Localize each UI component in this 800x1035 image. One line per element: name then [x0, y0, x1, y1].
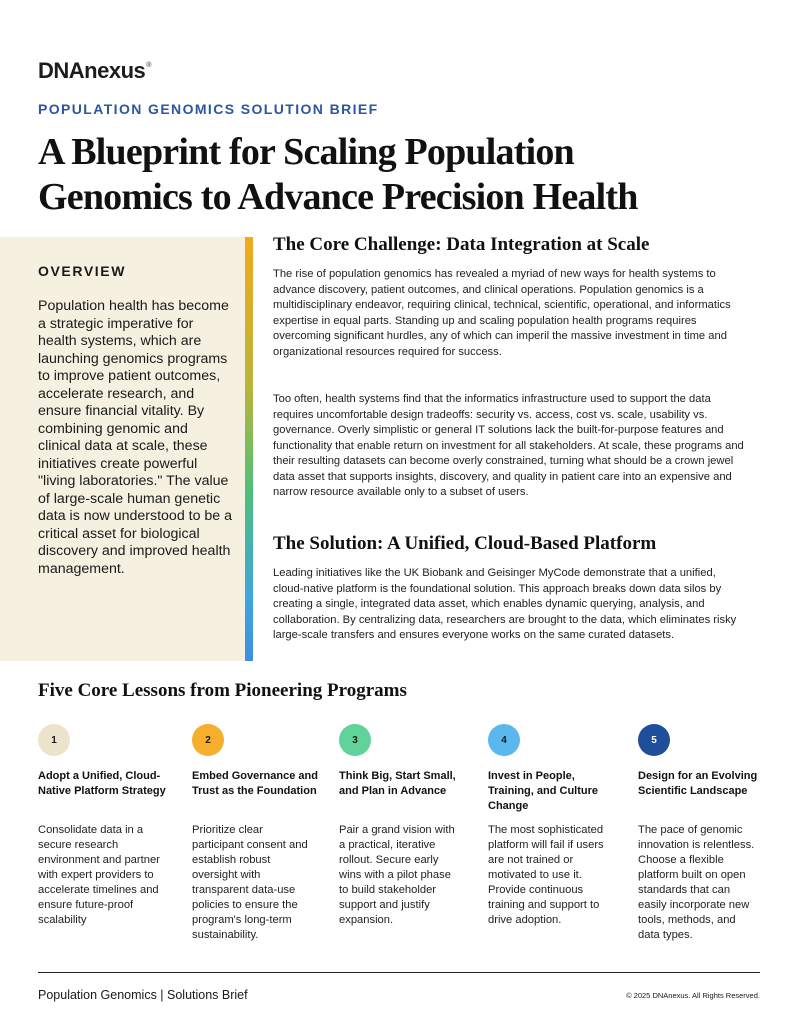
footer-doc-label: Population Genomics | Solutions Brief: [38, 988, 248, 1002]
challenge-paragraph-2: Too often, health systems find that the informatics infrastructure used to support the data requires uncomfortable design tradeoffs: security vs. access, cost vs. scale, usability vs. governance. Overly simplistic or general IT solutions lack the built-for-purpose features and functionality that enable return on investment for all stakeholders. At scale, these programs and their resulting datasets can become overly constrained, turning what should be a crown jewel data asset that supports insights, discovery, and quality in patient care into an expensive and narrow resource available only to a subset of users.: [273, 393, 744, 498]
lesson-body: The pace of genomic innovation is relentless. Choose a flexible platform built on open standards that can easily incorporate new tools, methods, and data types.: [638, 824, 755, 941]
solution-paragraph: Leading initiatives like the UK Biobank and Geisinger MyCode demonstrate that a unified, cloud-native platform is the foundational solution. This approach breaks down data silos by creating a single, integrated data asset, which enables dynamic querying, analysis, and collaboration. By centralizing data, researchers are brought to the data, which eliminates risky large-scale transfers and ensures everyone works on the same curated datasets.: [273, 567, 737, 641]
title-line-1: A Blueprint for Scaling Population: [38, 131, 574, 173]
lesson-item-5: [638, 724, 766, 941]
lesson-number: 5: [651, 734, 657, 746]
lessons-heading: Five Core Lessons from Pioneering Programs: [38, 680, 407, 701]
lesson-item-2: [192, 724, 320, 941]
challenge-heading: The Core Challenge: Data Integration at Scale: [273, 234, 650, 255]
lesson-item-3: [339, 724, 467, 926]
overview-panel: [0, 237, 245, 661]
overview-body: Population health has become a strategic imperative for health systems, which are launching genomics programs to improve patient outcomes, accelerate research, and ensure financial vitality. By combining genomic and clinical data at scale, these initiatives create powerful "living laboratories." The value of large-scale human genetic data is now understood to be a critical asset for biological discovery and improved health management.: [38, 298, 233, 577]
lesson-number: 3: [352, 734, 358, 746]
lesson-item-1: [38, 724, 166, 926]
gradient-divider: [245, 237, 253, 661]
footer-divider: [38, 972, 760, 973]
lesson-title: Design for an Evolving Scientific Landscape: [638, 770, 758, 797]
overview-heading: OVERVIEW: [38, 263, 127, 279]
lesson-number-badge: [192, 724, 224, 756]
footer-copyright: © 2025 DNAnexus. All Rights Reserved.: [626, 991, 760, 1000]
lesson-body: Pair a grand vision with a practical, iterative rollout. Secure early wins with a pilot phase to build stakeholder support and justify expansion.: [339, 824, 455, 926]
lesson-number: 1: [51, 734, 57, 746]
lesson-title: Invest in People, Training, and Culture Change: [488, 770, 599, 812]
lesson-title: Adopt a Unified, Cloud-Native Platform Strategy: [38, 770, 166, 797]
challenge-paragraph-1: The rise of population genomics has revealed a myriad of new ways for health systems to advance discovery, patient outcomes, and clinical operations. Population genomics is a multidisciplinary endeavor, requiring clinical, technical, scientific, operational, and informatics expertise in equal parts. Standing up and scaling population health programs requires overcoming significant hurdles, any of which can imperil the massive investment in time and organizational resources required for success.: [273, 268, 731, 358]
lesson-number: 4: [501, 734, 507, 746]
lesson-body: Consolidate data in a secure research environment and partner with expert providers to accelerate timelines and ensure future-proof scalability: [38, 824, 160, 926]
lesson-title: Think Big, Start Small, and Plan in Advance: [339, 770, 456, 797]
lesson-number-badge: [339, 724, 371, 756]
lesson-title: Embed Governance and Trust as the Foundation: [192, 770, 318, 797]
title-line-2: Genomics to Advance Precision Health: [38, 176, 638, 218]
solution-heading: The Solution: A Unified, Cloud-Based Platform: [273, 533, 657, 554]
lesson-number: 2: [205, 734, 211, 746]
dnanexus-logo: DNAnexus®: [38, 58, 151, 83]
lesson-number-badge: [638, 724, 670, 756]
lesson-body: Prioritize clear participant consent and establish robust oversight with transparent data-use policies to ensure the program's long-term sustainability.: [192, 824, 308, 941]
eyebrow-label: POPULATION GENOMICS SOLUTION BRIEF: [38, 101, 379, 117]
lesson-number-badge: [488, 724, 520, 756]
lesson-number-badge: [38, 724, 70, 756]
lesson-item-4: [488, 724, 616, 926]
lesson-body: The most sophisticated platform will fail if users are not trained or motivated to use it. Provide continuous training and support to drive adoption.: [488, 824, 604, 926]
page-title: [38, 130, 738, 220]
